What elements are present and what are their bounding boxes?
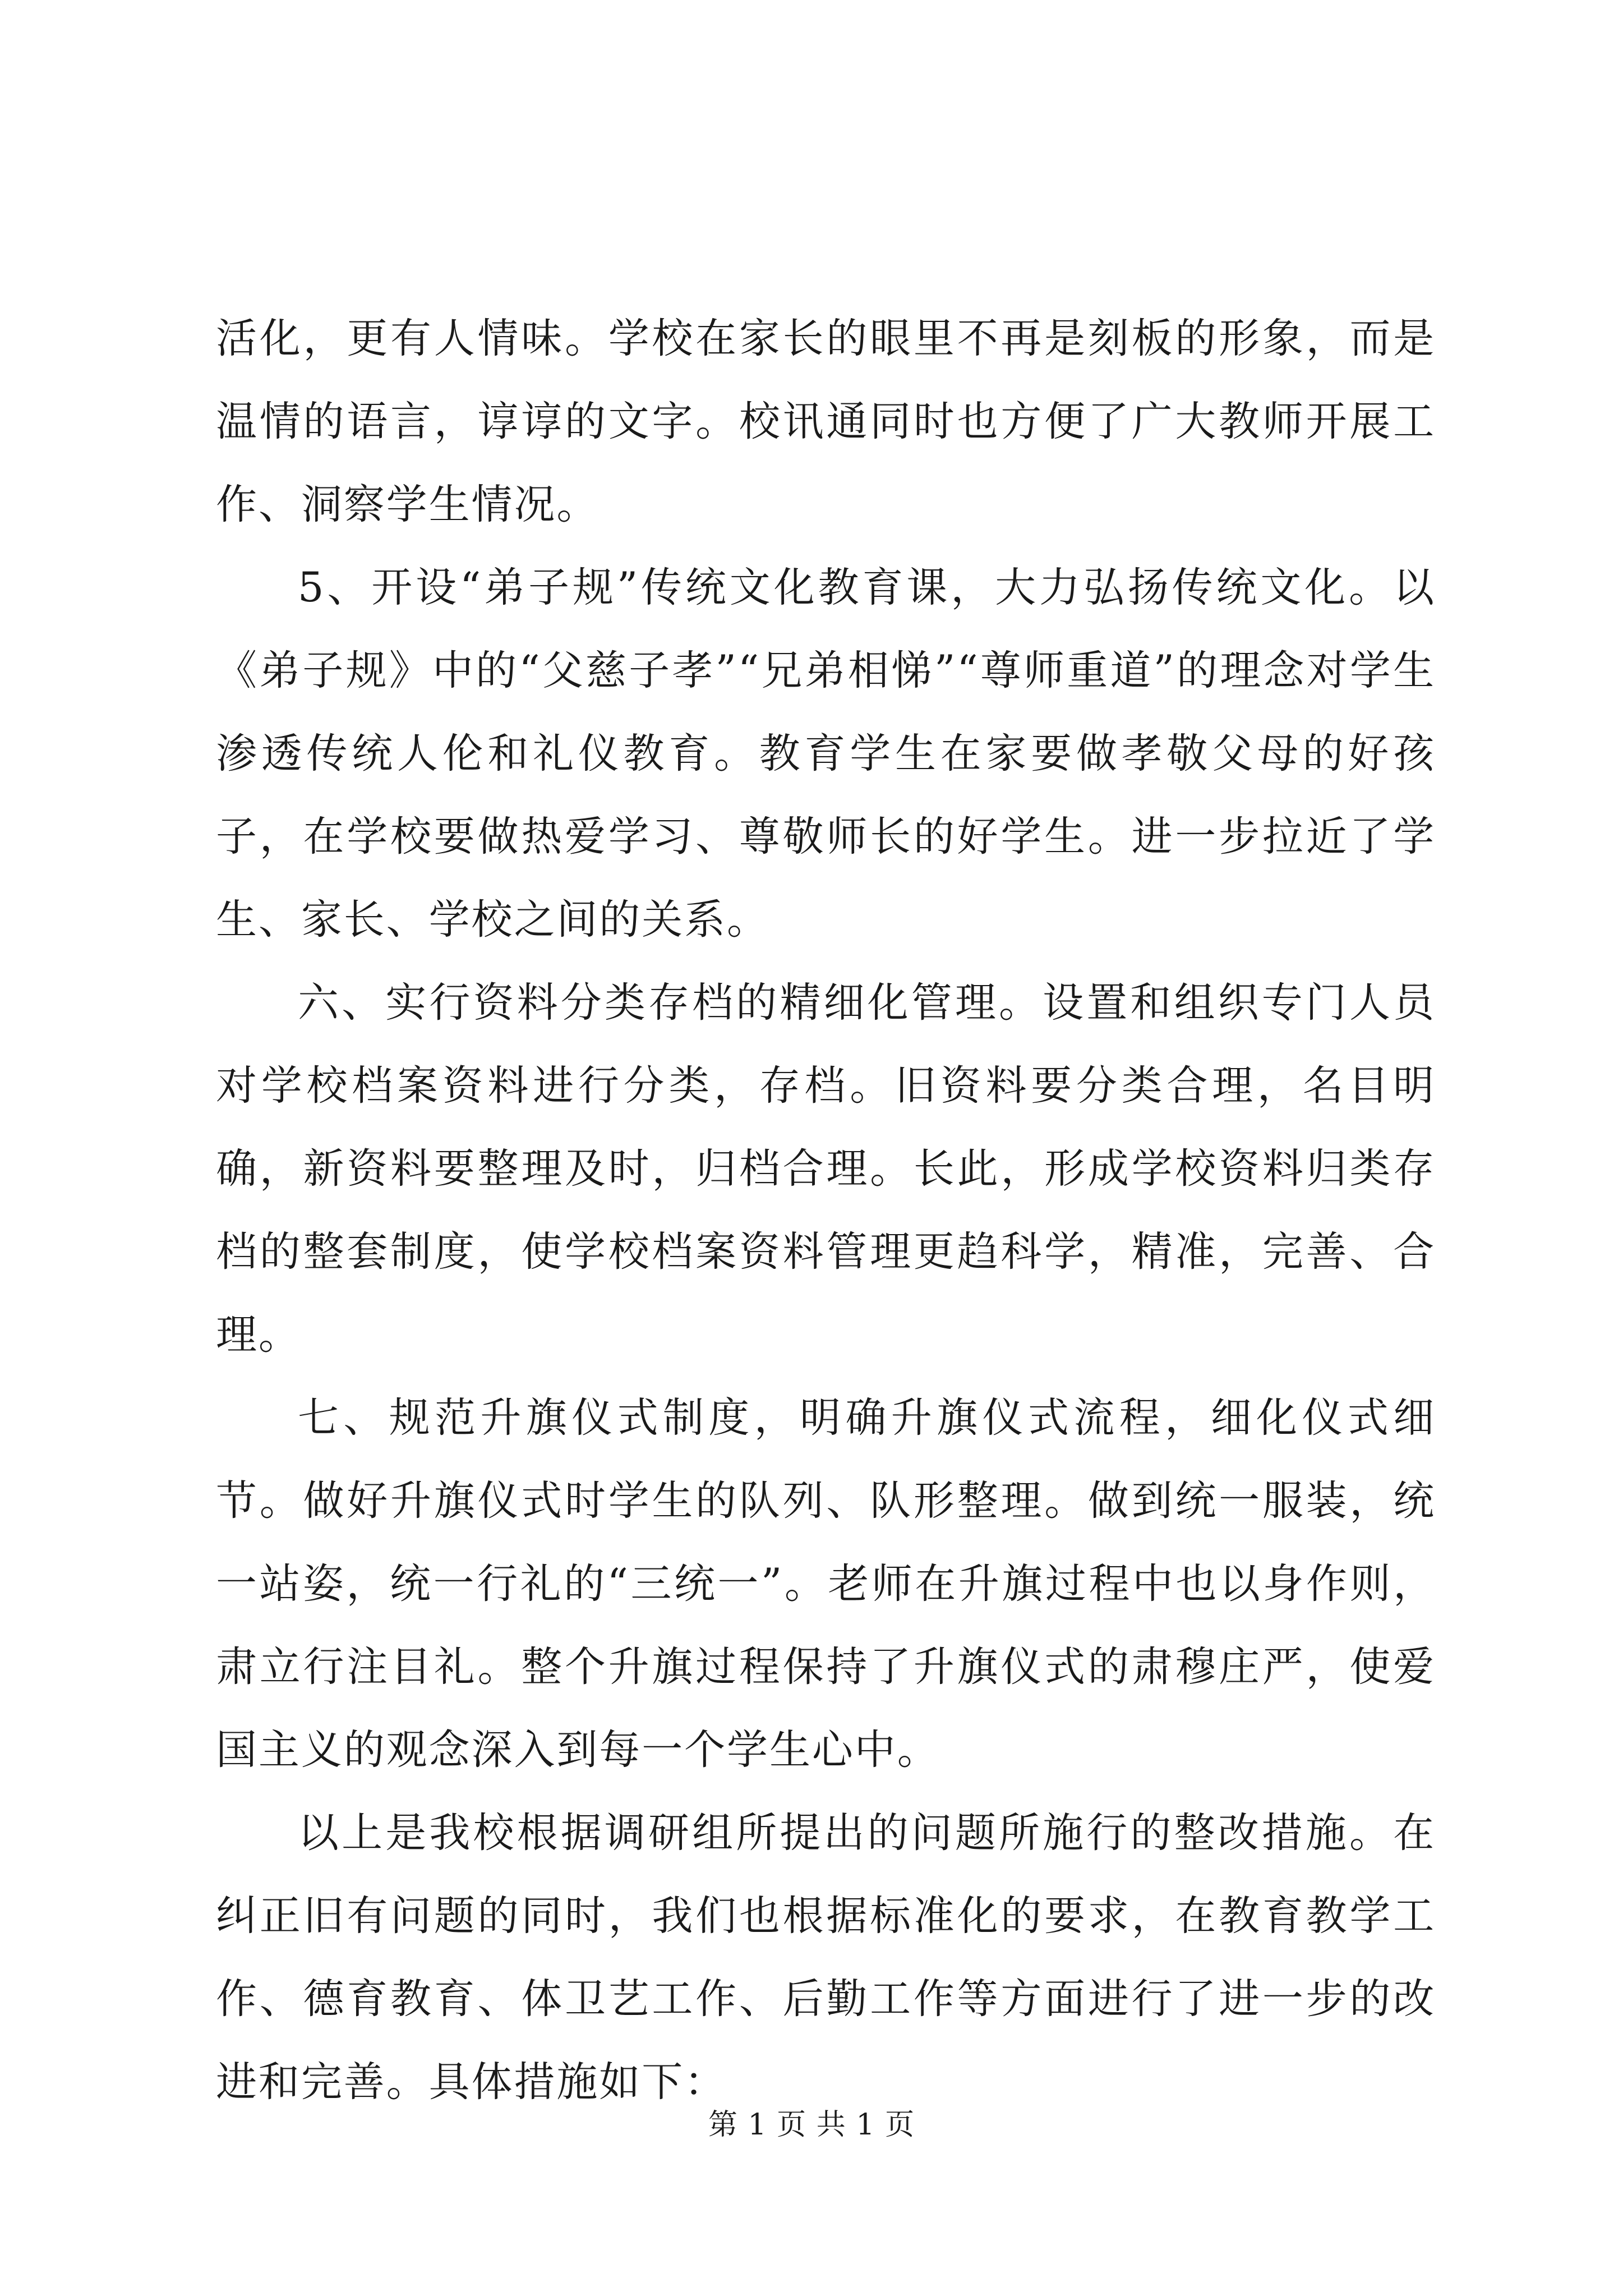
page-number-label: 第 1 页 共 1 页 bbox=[708, 2108, 915, 2142]
paragraph-item-six: 六、实行资料分类存档的精细化管理。设置和组织专门人员对学校档案资料进行分类，存档。旧资料要分类合理，名目明确，新资料要整理及时，归档合理。长此，形成学校资料归类存档的整套制度，使学校档案资料管理更趋科学，精准，完善、合理。 bbox=[216, 979, 1436, 1359]
paragraph-item-5: 5、开设“弟子规”传统文化教育课，大力弘扬传统文化。以《弟子规》中的“父慈子孝”“兄弟相悌”“尊师重道”的理念对学生渗透传统人伦和礼仪教育。教育学生在家要做孝敬父母的好孩子，在学校要做热爱学习、尊敬师长的好学生。进一步拉近了学生、家长、学校之间的关系。 bbox=[216, 564, 1436, 944]
page-footer bbox=[0, 2101, 1623, 2143]
paragraph-conclusion: 以上是我校根据调研组所提出的问题所施行的整改措施。在纠正旧有问题的同时，我们也根据标准化的要求，在教育教学工作、德育教育、体卫艺工作、后勤工作等方面进行了进一步的改进和完善。具体措施如下： bbox=[216, 1809, 1436, 2106]
document-body bbox=[216, 297, 1436, 2124]
paragraph-item-seven: 七、规范升旗仪式制度，明确升旗仪式流程，细化仪式细节。做好升旗仪式时学生的队列、队形整理。做到统一服装，统一站姿，统一行礼的“三统一”。老师在升旗过程中也以身作则，肃立行注目礼。整个升旗过程保持了升旗仪式的肃穆庄严，使爱国主义的观念深入到每一个学生心中。 bbox=[216, 1394, 1436, 1774]
paragraph-continuation: 活化，更有人情味。学校在家长的眼里不再是刻板的形象，而是温情的语言，谆谆的文字。校讯通同时也方便了广大教师开展工作、洞察学生情况。 bbox=[216, 315, 1436, 528]
